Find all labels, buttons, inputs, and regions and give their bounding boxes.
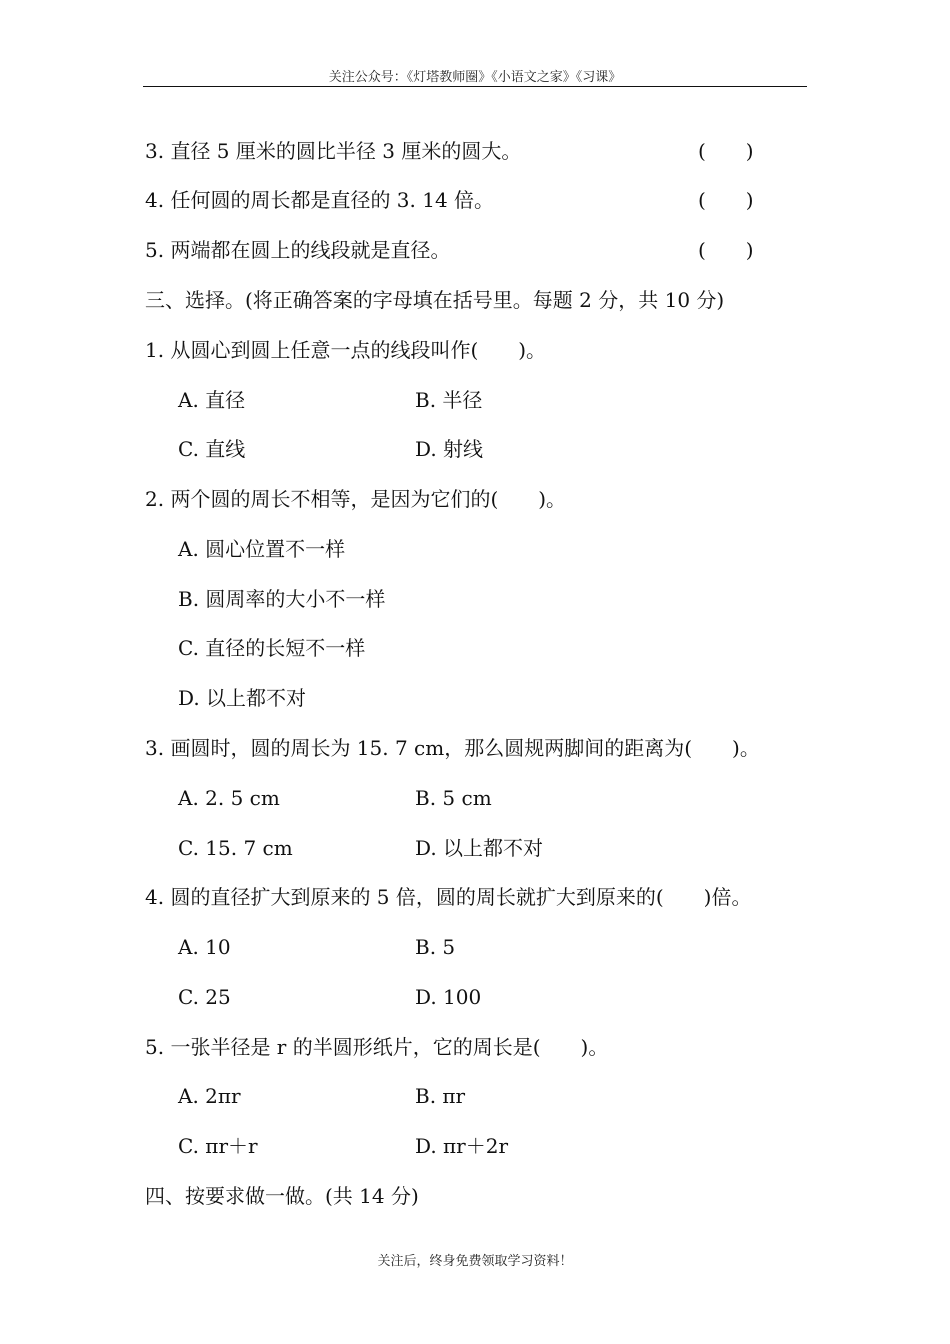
question-4-option-b: B. 5 [415,935,456,959]
judge-blank-4: ( ) [698,188,754,212]
question-3-option-b: B. 5 cm [415,786,492,810]
question-2-option-d: D. 以上都不对 [178,686,307,710]
question-3-stem: 3. 画圆时，圆的周长为 15. 7 cm，那么圆规两脚间的距离为( )。 [145,736,760,760]
question-5-option-c: C. πr＋r [178,1134,258,1158]
judge-blank-5: ( ) [698,238,754,262]
question-3-option-a: A. 2. 5 cm [178,786,280,810]
question-1-stem: 1. 从圆心到圆上任意一点的线段叫作( )。 [145,338,547,362]
page-header: 关注公众号：《灯塔教师圈》《小语文之家》《习课》 [328,70,622,85]
question-4-stem: 4. 圆的直径扩大到原来的 5 倍，圆的周长就扩大到原来的( )倍。 [145,885,752,909]
question-3-option-c: C. 15. 7 cm [178,836,293,860]
question-5-stem: 5. 一张半径是 r 的半圆形纸片，它的周长是( )。 [145,1035,609,1059]
question-1-option-c: C. 直线 [178,437,246,461]
question-2-option-b: B. 圆周率的大小不一样 [178,587,386,611]
question-1-option-a: A. 直径 [178,388,246,412]
section-4-title: 四、按要求做一做。(共 14 分) [145,1184,419,1208]
header-divider [143,86,807,87]
question-3-option-d: D. 以上都不对 [415,836,544,860]
judge-blank-3: ( ) [698,139,754,163]
question-1-option-d: D. 射线 [415,437,484,461]
question-1-option-b: B. 半径 [415,388,483,412]
question-2-option-a: A. 圆心位置不一样 [178,537,346,561]
question-5-option-a: A. 2πr [178,1084,241,1108]
question-4-option-a: A. 10 [178,935,231,959]
judge-item-4: 4. 任何圆的周长都是直径的 3. 14 倍。 [145,188,495,212]
question-4-option-c: C. 25 [178,985,231,1009]
question-2-stem: 2. 两个圆的周长不相等，是因为它们的( )。 [145,487,567,511]
question-5-option-d: D. πr＋2r [415,1134,509,1158]
question-5-option-b: B. πr [415,1084,466,1108]
judge-item-5: 5. 两端都在圆上的线段就是直径。 [145,238,451,262]
question-2-option-c: C. 直径的长短不一样 [178,636,366,660]
question-4-option-d: D. 100 [415,985,482,1009]
section-3-title: 三、选择。(将正确答案的字母填在括号里。每题 2 分，共 10 分) [145,288,725,312]
judge-item-3: 3. 直径 5 厘米的圆比半径 3 厘米的圆大。 [145,139,522,163]
page-footer: 关注后，终身免费领取学习资料！ [377,1254,573,1269]
